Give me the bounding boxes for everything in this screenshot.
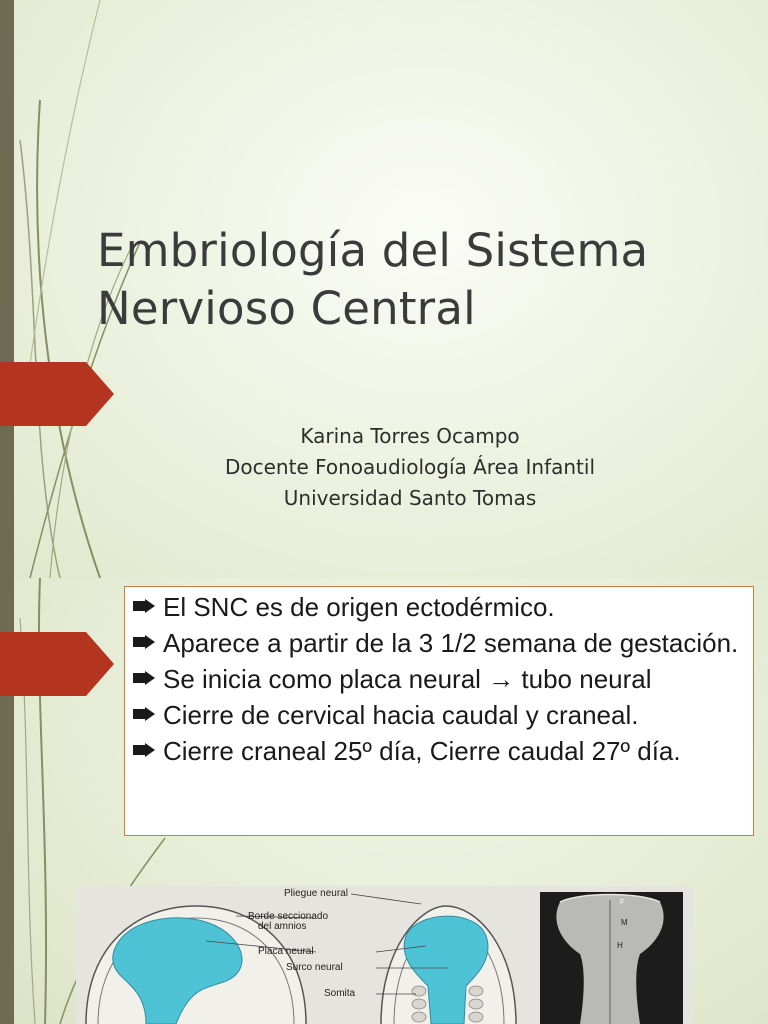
bullet-item	[133, 701, 745, 729]
bullet-text: Aparece a partir de la 3 1/2 semana de gestación.	[163, 628, 739, 658]
author-name: Karina Torres Ocampo	[300, 424, 520, 448]
photo-label-f: F	[620, 899, 625, 906]
bullet-item	[133, 629, 745, 657]
photo-label-h: H	[617, 941, 623, 950]
slide-subtitle	[160, 421, 660, 514]
photo-label-m: M	[621, 918, 628, 927]
label-somita: Somita	[324, 988, 356, 999]
bullet-text: Se inicia como placa neural → tubo neural	[163, 664, 652, 694]
label-surco-neural: Surco neural	[286, 962, 343, 973]
label-placa-neural: Placa neural	[258, 946, 314, 957]
bullet-text: El SNC es de origen ectodérmico.	[163, 592, 555, 622]
institution-name: Universidad Santo Tomas	[283, 486, 537, 510]
arrow-bullet-icon	[133, 599, 155, 613]
embryo-photo-image	[540, 892, 683, 1024]
author-role: Docente Fonoaudiología Área Infantil	[224, 455, 596, 479]
title-line-2: Nervioso Central	[97, 282, 476, 335]
arrow-bullet-icon	[133, 743, 155, 757]
bullet-item	[133, 737, 745, 765]
label-pliegue-neural: Pliegue neural	[284, 888, 348, 899]
embryo-photograph	[540, 892, 683, 1024]
label-del-amnios: del amnios	[258, 921, 307, 932]
bullet-list-box	[124, 586, 754, 836]
bullet-text: Cierre craneal 25º día, Cierre caudal 27º día.	[163, 736, 681, 766]
arrow-bullet-icon	[133, 635, 155, 649]
label-borde-seccionado: Borde seccionado	[248, 911, 329, 922]
content-slide	[0, 578, 768, 1024]
bullet-item	[133, 665, 745, 693]
bullet-text: Cierre de cervical hacia caudal y craneal.	[163, 700, 639, 730]
arrow-bullet-icon	[133, 707, 155, 721]
arrow-bullet-icon	[133, 671, 155, 685]
title-line-1: Embriología del Sistema	[97, 224, 649, 277]
slide-title	[97, 222, 737, 338]
bullet-item	[133, 593, 745, 621]
